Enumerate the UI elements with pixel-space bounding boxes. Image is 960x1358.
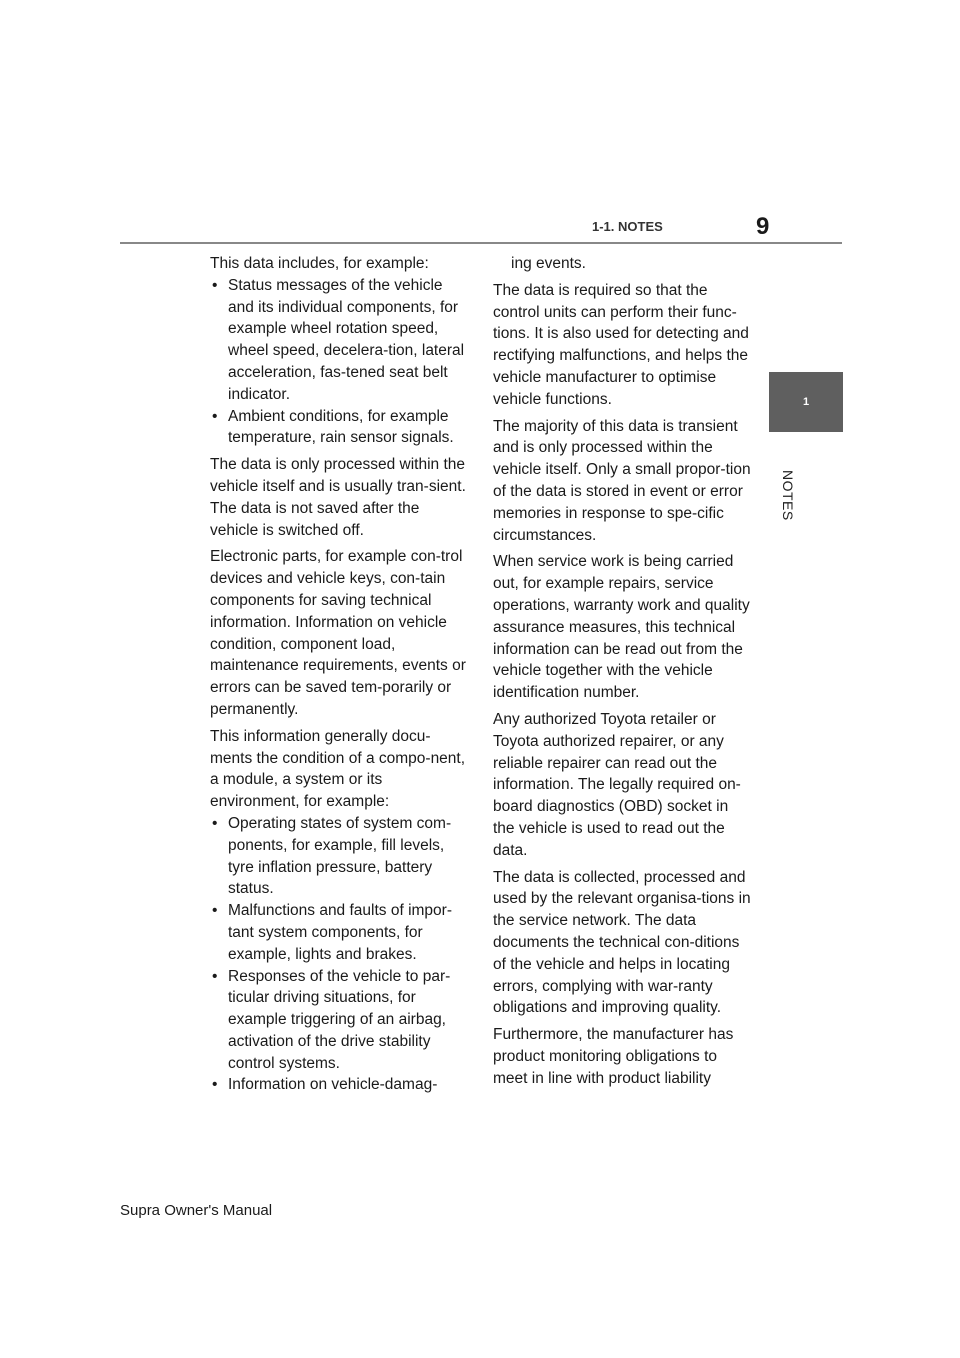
header-divider — [120, 242, 842, 244]
bullet-icon: • — [212, 276, 218, 294]
chapter-label: NOTES — [780, 470, 796, 521]
list-item: • Responses of the vehicle to par-ticular driving situations, for example triggering of an airbag, activation of the drive stability control systems. — [212, 967, 451, 1072]
chapter-tab — [769, 372, 843, 432]
list-item: • Status messages of the vehicle and its individual components, for example wheel rotation speed, wheel speed, decelera-tion, lateral acceleration, fas-tened seat belt indicator. — [212, 276, 465, 403]
bullet-icon: • — [212, 967, 218, 985]
paragraph: The data is required so that the control units can perform their func-tions. It is also used for detecting and rectifying malfunctions, and helps the vehicle manufacturer to optimise vehicle functions. — [493, 281, 749, 408]
manual-title: Supra Owner's Manual — [120, 1202, 273, 1219]
bullet-icon: • — [212, 814, 218, 832]
intro-text: This data includes, for example: — [210, 255, 429, 272]
paragraph: The majority of this data is transient and is only processed within the vehicle itself. Only a small propor-tion of the data is stored in event or error memories in response to spe-cific circumstances. — [493, 417, 751, 544]
bullet-icon: • — [212, 407, 218, 425]
list-item: • Operating states of system com-ponents, for example, fill levels, tyre inflation pressure, battery status. — [212, 814, 452, 898]
page-number: 9 — [756, 213, 770, 240]
list-item: • Ambient conditions, for example temperature, rain sensor signals. — [212, 407, 454, 447]
paragraph: Electronic parts, for example con-trol devices and vehicle keys, con-tain components for saving technical information. Information on vehicle condition, component load, maintenance requirements, events or errors can be saved tem-porarily or permanently. — [210, 548, 466, 718]
bullet-list-2 — [210, 813, 468, 1096]
right-column — [493, 253, 751, 1094]
section-title: 1-1. NOTES — [592, 219, 663, 234]
paragraph: The data is only processed within the vehicle itself and is usually tran-sient. The data is not saved after the vehicle is switched off. — [210, 456, 466, 539]
paragraph: Any authorized Toyota retailer or Toyota authorized repairer, or any reliable repairer can read out the information. The legally required on-board diagnostics (OBD) socket in the vehicle is used to read out the data. — [493, 710, 741, 859]
bullet-icon: • — [212, 1076, 218, 1094]
paragraph: When service work is being carried out, for example repairs, service operations, warranty work and quality assurance measures, this technical information can be read out from the vehicle together with the vehicle identification number. — [493, 553, 750, 702]
list-item: • Information on vehicle-damag- — [210, 1074, 468, 1096]
list-item: • Malfunctions and faults of impor-tant system components, for example, lights and brakes. — [212, 902, 452, 963]
bullet-icon: • — [212, 902, 218, 920]
paragraph: The data is collected, processed and used by the relevant organisa-tions in the service network. The data documents the technical con-ditions of the vehicle and helps in locating errors, complying with war-ranty obligations and improving quality. — [493, 868, 751, 1017]
bullet-list-1 — [210, 275, 468, 449]
chapter-number: 1 — [802, 396, 810, 408]
continued-bullet-text: ing events. — [511, 255, 586, 272]
left-column — [210, 253, 468, 1101]
paragraph: This information generally docu-ments the condition of a compo-nent, a module, a system or its environment, for example: — [210, 727, 466, 811]
paragraph: Furthermore, the manufacturer has product monitoring obligations to meet in line with product liability — [493, 1026, 734, 1087]
